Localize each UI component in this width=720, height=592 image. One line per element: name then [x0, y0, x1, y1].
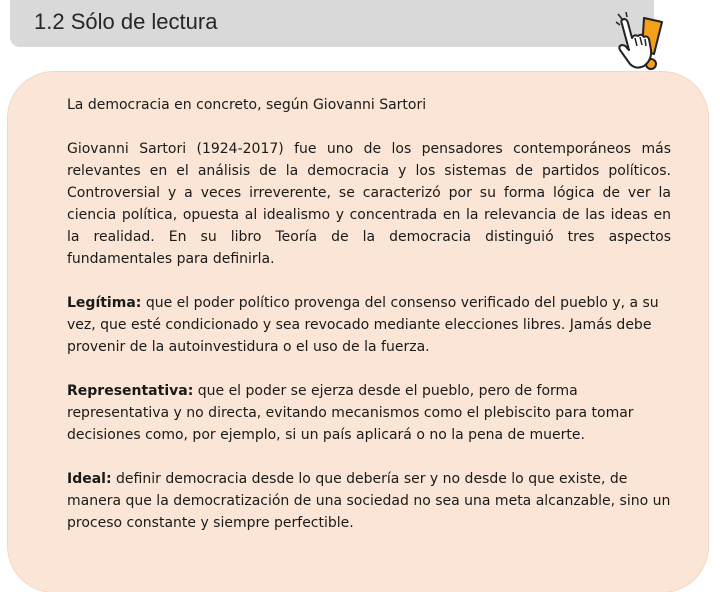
header-bar: [10, 0, 654, 47]
item-text: definir democracia desde lo que debería ser y no desde lo que existe, de manera que la democratización de una sociedad no sea una meta alcanzable, sino un proceso constante y siempre perfectible.: [67, 471, 671, 531]
item-text: que el poder se ejerza desde el pueblo, pero de forma representativa y no directa, evitando mecanismos como el plebiscito para tomar decisiones como, por ejemplo, si un país aplicará o no la pena de muerte.: [67, 383, 634, 443]
item-text: que el poder político provenga del consenso verificado del pueblo y, a su vez, que esté condicionado y sea revocado mediante elecciones libres. Jamás debe provenir de la autoinvestidura o el uso de la fuerza.: [67, 295, 659, 355]
reading-content: [67, 94, 671, 556]
item-term: Representativa:: [67, 383, 194, 399]
list-item: [67, 292, 671, 358]
page-title: 1.2 Sólo de lectura: [34, 9, 218, 34]
item-term: Legítima:: [67, 295, 142, 311]
list-item: [67, 380, 671, 446]
item-term: Ideal:: [67, 471, 112, 487]
hand-pointer-warning-icon: [614, 10, 678, 76]
list-item: [67, 468, 671, 534]
intro-paragraph: Giovanni Sartori (1924-2017) fue uno de los pensadores contemporáneos más relevantes en el análisis de la democracia y los sistemas de partidos políticos. Controversial y a veces irreverente, se caracterizó por su forma lógica de ver la ciencia política, opuesta al idealismo y concentrada en la relevancia de las ideas en la realidad. En su libro Teoría de la democracia distinguió tres aspectos fundamentales para definirla.: [67, 141, 671, 267]
reading-title: La democracia en concreto, según Giovanni Sartori: [67, 97, 427, 113]
